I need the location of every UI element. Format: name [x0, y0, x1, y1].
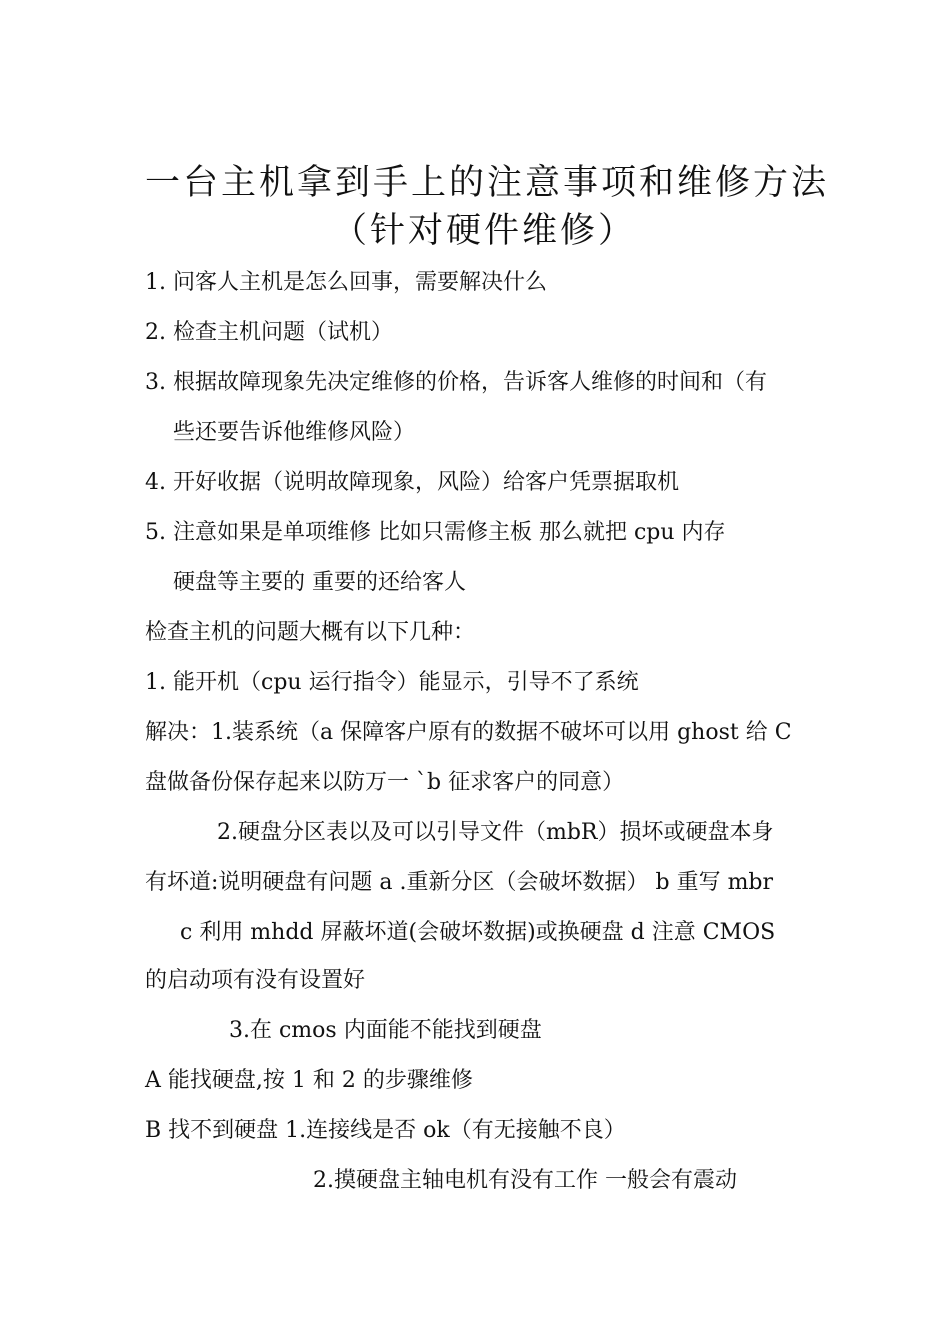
solution-line: 有坏道:说明硬盘有问题 a .重新分区（会破坏数据） b 重写 mbr — [145, 870, 774, 895]
solution-line: 2.摸硬盘主轴电机有没有工作 一般会有震动 — [313, 1168, 737, 1193]
step-5 — [145, 518, 726, 548]
step-2 — [145, 318, 393, 348]
check-heading: 检查主机的问题大概有以下几种： — [145, 620, 476, 645]
solution-line: 盘做备份保存起来以防万一 `b 征求客户的同意） — [145, 770, 625, 795]
document-title: 一台主机拿到手上的注意事项和维修方法 — [145, 163, 830, 203]
solution-line: 3.在 cmos 内面能不能找到硬盘 — [229, 1018, 542, 1043]
step-number: 4. — [145, 470, 166, 495]
step-number: 5. — [145, 520, 166, 545]
solution-line: A 能找硬盘,按 1 和 2 的步骤维修 — [145, 1068, 473, 1093]
solution-line: 2.硬盘分区表以及可以引导文件（mbR）损坏或硬盘本身 — [217, 820, 774, 845]
solution-line: c 利用 mhdd 屏蔽坏道(会破坏数据)或换硬盘 d 注意 CMOS — [180, 920, 776, 945]
case-1 — [145, 668, 639, 698]
case-text: 能开机（cpu 运行指令）能显示，引导不了系统 — [173, 670, 639, 695]
step-text: 注意如果是单项维修 比如只需修主板 那么就把 cpu 内存 — [173, 520, 726, 545]
step-text: 些还要告诉他维修风险） — [173, 420, 416, 445]
step-3-continued — [145, 418, 415, 448]
step-1 — [145, 268, 547, 298]
solution-line: 的启动项有没有设置好 — [145, 968, 366, 993]
solution-line: 解决：1.装系统（a 保障客户原有的数据不破坏可以用 ghost 给 C — [145, 720, 792, 745]
step-text: 根据故障现象先决定维修的价格，告诉客人维修的时间和（有 — [173, 370, 768, 395]
solution-line: B 找不到硬盘 1.连接线是否 ok（有无接触不良） — [145, 1118, 626, 1143]
step-text: 问客人主机是怎么回事，需要解决什么 — [173, 270, 548, 295]
step-3 — [145, 368, 767, 398]
step-number: 3. — [145, 370, 166, 395]
step-4 — [145, 468, 679, 498]
step-text: 检查主机问题（试机） — [173, 320, 394, 345]
step-text: 硬盘等主要的 重要的还给客人 — [173, 570, 466, 595]
step-5-continued — [145, 568, 466, 598]
step-number: 2. — [145, 320, 166, 345]
document-subtitle: （针对硬件维修） — [332, 211, 637, 251]
step-text: 开好收据（说明故障现象，风险）给客户凭票据取机 — [173, 470, 680, 495]
case-number: 1. — [145, 670, 166, 695]
step-number: 1. — [145, 270, 166, 295]
